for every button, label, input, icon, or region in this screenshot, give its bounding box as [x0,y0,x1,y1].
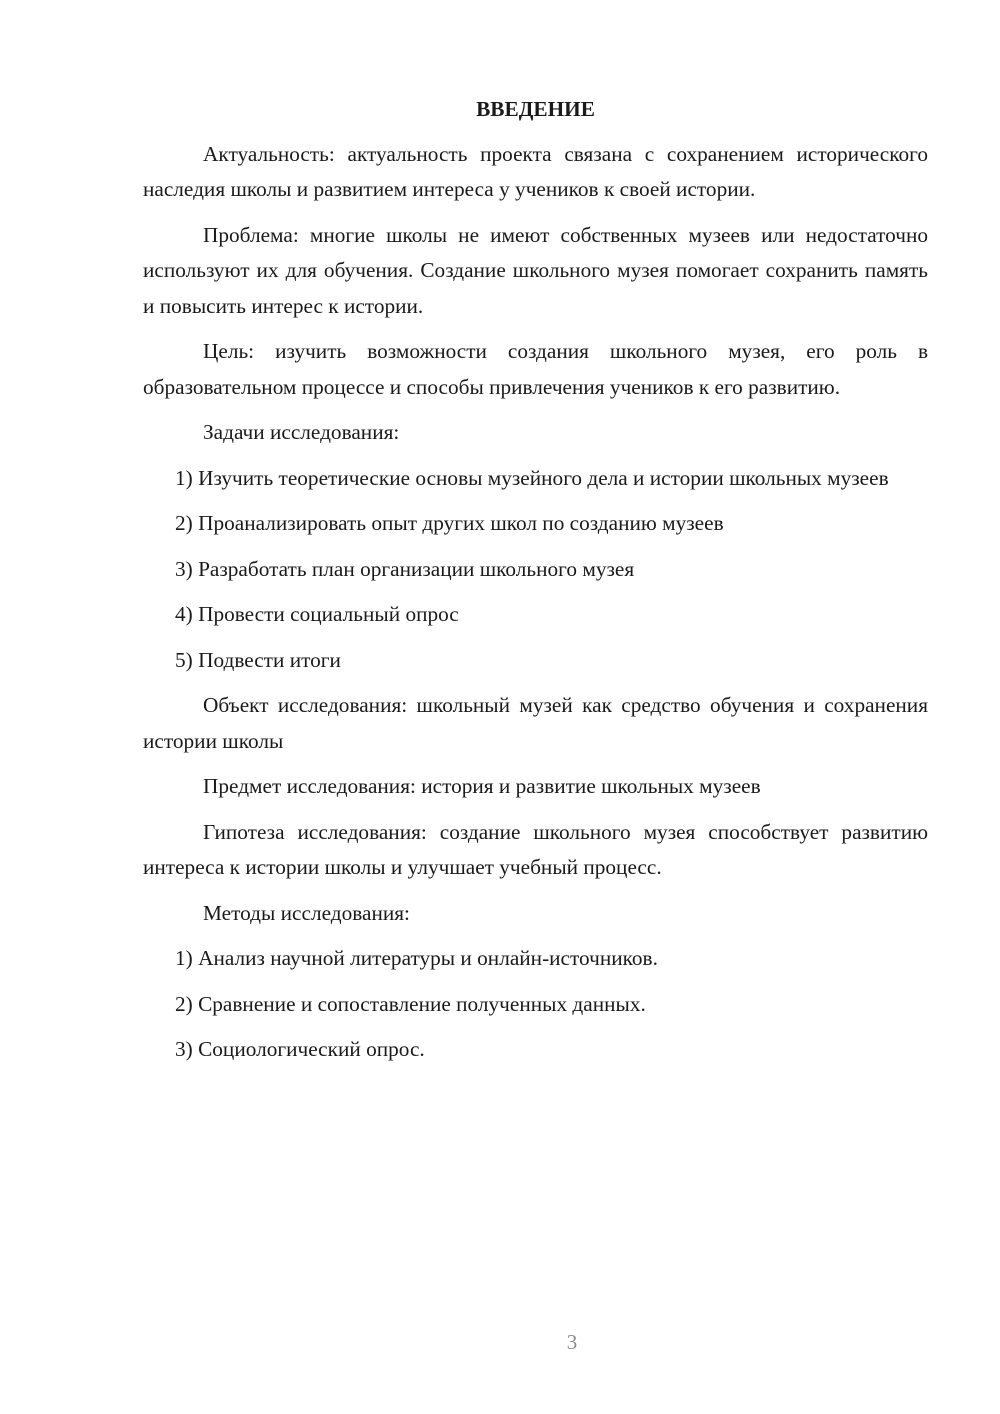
subject-paragraph: Предмет исследования: история и развитие школьных музеев [203,774,761,798]
methods-heading: Методы исследования: [203,900,410,925]
task-item-4: 4) Провести социальный опрос [175,602,459,626]
hypothesis-paragraph: Гипотеза исследования: создание школьного музея способствует развитию интереса к истории школы и улучшает учебный процесс. [143,819,928,879]
method-item-1: 1) Анализ научной литературы и онлайн-источников. [175,946,658,970]
task-item-2: 2) Проанализировать опыт других школ по созданию музеев [175,511,724,535]
tasks-heading: Задачи исследования: [203,420,400,444]
method-item-2: 2) Сравнение и сопоставление полученных данных. [175,991,646,1016]
method-item-3: 3) Социологический опрос. [175,1037,425,1061]
problem-paragraph: Проблема: многие школы не имеют собственных музеев или недостаточно используют их для обучения. Создание школьного музея помогает сохранить память и повысить интерес к истории. [143,222,928,318]
page-number: 3 [566,1330,578,1354]
task-item-5: 5) Подвести итоги [175,647,341,672]
task-item-3: 3) Разработать план организации школьного музея [175,556,635,581]
relevance-paragraph: Актуальность: актуальность проекта связана с сохранением исторического наследия школы и развитием интереса у учеников к своей истории. [143,141,928,201]
task-item-1: 1) Изучить теоретические основы музейного дела и истории школьных музеев [175,465,889,490]
object-paragraph: Объект исследования: школьный музей как средство обучения и сохранения истории школы [143,693,928,753]
document-page [143,92,928,1078]
section-heading: ВВЕДЕНИЕ [476,97,595,121]
goal-paragraph: Цель: изучить возможности создания школьного музея, его роль в образовательном процессе и способы привлечения учеников к его развитию. [143,339,928,399]
